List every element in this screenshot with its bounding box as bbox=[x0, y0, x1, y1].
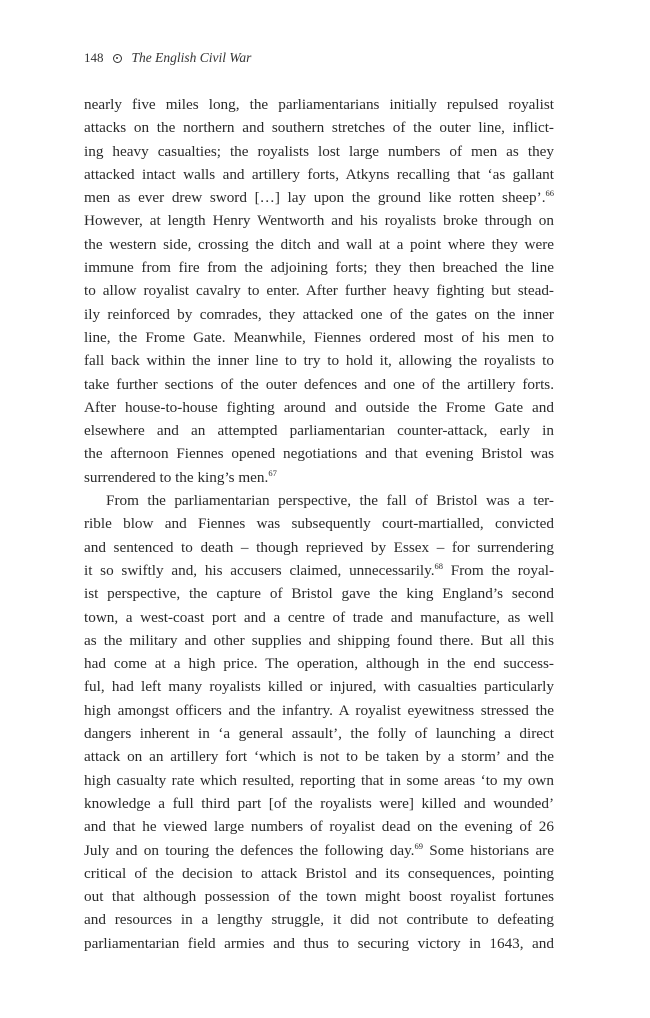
text-line bbox=[84, 512, 554, 535]
text-line bbox=[84, 303, 554, 326]
text-line bbox=[84, 140, 554, 163]
text-run: July and on touring the defences the following day. bbox=[84, 841, 415, 859]
running-head bbox=[84, 40, 554, 76]
text-line bbox=[84, 93, 554, 116]
text-line bbox=[84, 536, 554, 559]
text-line bbox=[84, 815, 554, 838]
text-line bbox=[84, 629, 554, 652]
text-run: as the military and other supplies and shipping found there. But all this bbox=[84, 631, 554, 649]
text-run: From the royal- bbox=[443, 561, 554, 579]
rosette-ornament-icon bbox=[113, 54, 122, 63]
text-run: high casualty rate which resulted, reporting that in some areas ‘to my own bbox=[84, 771, 554, 789]
text-run: and resources in a lengthy struggle, it did not contribute to defeating bbox=[84, 911, 554, 929]
text-run: parliamentarian field armies and thus to securing victory in 1643, and bbox=[84, 934, 554, 952]
text-line bbox=[84, 908, 554, 931]
text-run: dangers inherent in ‘a general assault’, the folly of launching a direct bbox=[84, 725, 554, 743]
text-run: From the parliamentarian perspective, the fall of Bristol was a ter- bbox=[106, 492, 554, 510]
text-line bbox=[84, 862, 554, 885]
text-run: line, the Frome Gate. Meanwhile, Fiennes ordered most of his men to bbox=[84, 328, 554, 346]
footnote-ref: 67 bbox=[268, 467, 277, 478]
text-line bbox=[84, 396, 554, 419]
footnote-ref: 66 bbox=[545, 188, 554, 199]
text-line bbox=[84, 256, 554, 279]
text-line bbox=[84, 675, 554, 698]
text-line bbox=[84, 606, 554, 629]
text-run: After house-to-house fighting around and outside the Frome Gate and bbox=[84, 398, 554, 416]
text-line bbox=[84, 326, 554, 349]
text-run: and that he viewed large numbers of royalist dead on the evening of 26 bbox=[84, 818, 554, 836]
text-line bbox=[84, 582, 554, 605]
text-line bbox=[84, 699, 554, 722]
text-line bbox=[84, 559, 554, 582]
text-line bbox=[84, 442, 554, 465]
text-line bbox=[84, 745, 554, 768]
text-line bbox=[84, 163, 554, 186]
text-line bbox=[84, 373, 554, 396]
text-line bbox=[84, 279, 554, 302]
text-run: take further sections of the outer defences and one of the artillery forts. bbox=[84, 375, 554, 393]
text-run: surrendered to the king’s men. bbox=[84, 468, 269, 486]
text-run: town, a west-coast port and a centre of trade and manufacture, as well bbox=[84, 608, 554, 626]
text-run: critical of the decision to attack Bristol and its consequences, pointing bbox=[84, 864, 554, 882]
text-run: attacked intact walls and artillery forts, Atkyns recalling that ‘as gallant bbox=[84, 165, 554, 183]
text-line bbox=[84, 186, 554, 209]
text-run: fall back within the inner line to try to hold it, allowing the royalists to bbox=[84, 352, 554, 370]
text-line bbox=[84, 652, 554, 675]
text-line bbox=[84, 466, 554, 489]
book-title: The English Civil War bbox=[131, 50, 252, 65]
text-run: elsewhere and an attempted parliamentarian counter-attack, early in bbox=[84, 422, 554, 440]
text-line bbox=[84, 885, 554, 908]
text-run: attack on an artillery fort ‘which is not to be taken by a storm’ and the bbox=[84, 748, 554, 766]
text-line bbox=[84, 209, 554, 232]
text-run: knowledge a full third part [of the royalists were] killed and wounded’ bbox=[84, 794, 554, 812]
text-run: ist perspective, the capture of Bristol gave the king England’s second bbox=[84, 585, 554, 603]
text-run: nearly five miles long, the parliamentarians initially repulsed royalist bbox=[84, 96, 554, 113]
text-line bbox=[84, 349, 554, 372]
text-line bbox=[84, 722, 554, 745]
text-line bbox=[84, 839, 554, 862]
text-run: the afternoon Fiennes opened negotiations and that evening Bristol was bbox=[84, 445, 554, 463]
book-page bbox=[84, 40, 554, 955]
text-run: high amongst officers and the infantry. A royalist eyewitness stressed the bbox=[84, 701, 554, 719]
text-line bbox=[84, 792, 554, 815]
text-line bbox=[84, 769, 554, 792]
text-run: it so swiftly and, his accusers claimed, unnecessarily. bbox=[84, 561, 435, 579]
text-line bbox=[84, 419, 554, 442]
text-run: and sentenced to death – though reprieved by Essex – for surrendering bbox=[84, 538, 554, 556]
text-run: ing heavy casualties; the royalists lost large numbers of men as they bbox=[84, 142, 554, 160]
page-number: 148 bbox=[84, 50, 104, 65]
text-line bbox=[84, 932, 554, 955]
text-run: ful, had left many royalists killed or injured, with casualties particularly bbox=[84, 678, 554, 696]
text-run: attacks on the northern and southern stretches of the outer line, inflict- bbox=[84, 119, 554, 137]
body-text bbox=[84, 93, 554, 955]
footnote-ref: 68 bbox=[434, 560, 444, 571]
text-run: men as ever drew sword […] lay upon the ground like rotten sheep’. bbox=[84, 189, 546, 207]
text-run: out that although possession of the town might boost royalist fortunes bbox=[84, 888, 554, 906]
text-line bbox=[84, 233, 554, 256]
text-run: had come at a high price. The operation, although in the end success- bbox=[84, 655, 554, 673]
footnote-ref: 69 bbox=[414, 840, 423, 851]
text-line bbox=[84, 489, 554, 512]
text-run: However, at length Henry Wentworth and his royalists broke through on bbox=[84, 212, 554, 230]
text-run: to allow royalist cavalry to enter. After further heavy fighting but stead- bbox=[84, 282, 554, 300]
text-run: rible blow and Fiennes was subsequently court-martialled, convicted bbox=[84, 515, 554, 533]
text-run: the western side, crossing the ditch and wall at a point where they were bbox=[84, 235, 554, 253]
text-run: immune from fire from the adjoining forts; they then breached the line bbox=[84, 259, 554, 277]
text-line bbox=[84, 116, 554, 139]
text-run: Some historians are bbox=[422, 841, 554, 859]
text-run: ily reinforced by comrades, they attacked one of the gates on the inner bbox=[84, 305, 554, 323]
